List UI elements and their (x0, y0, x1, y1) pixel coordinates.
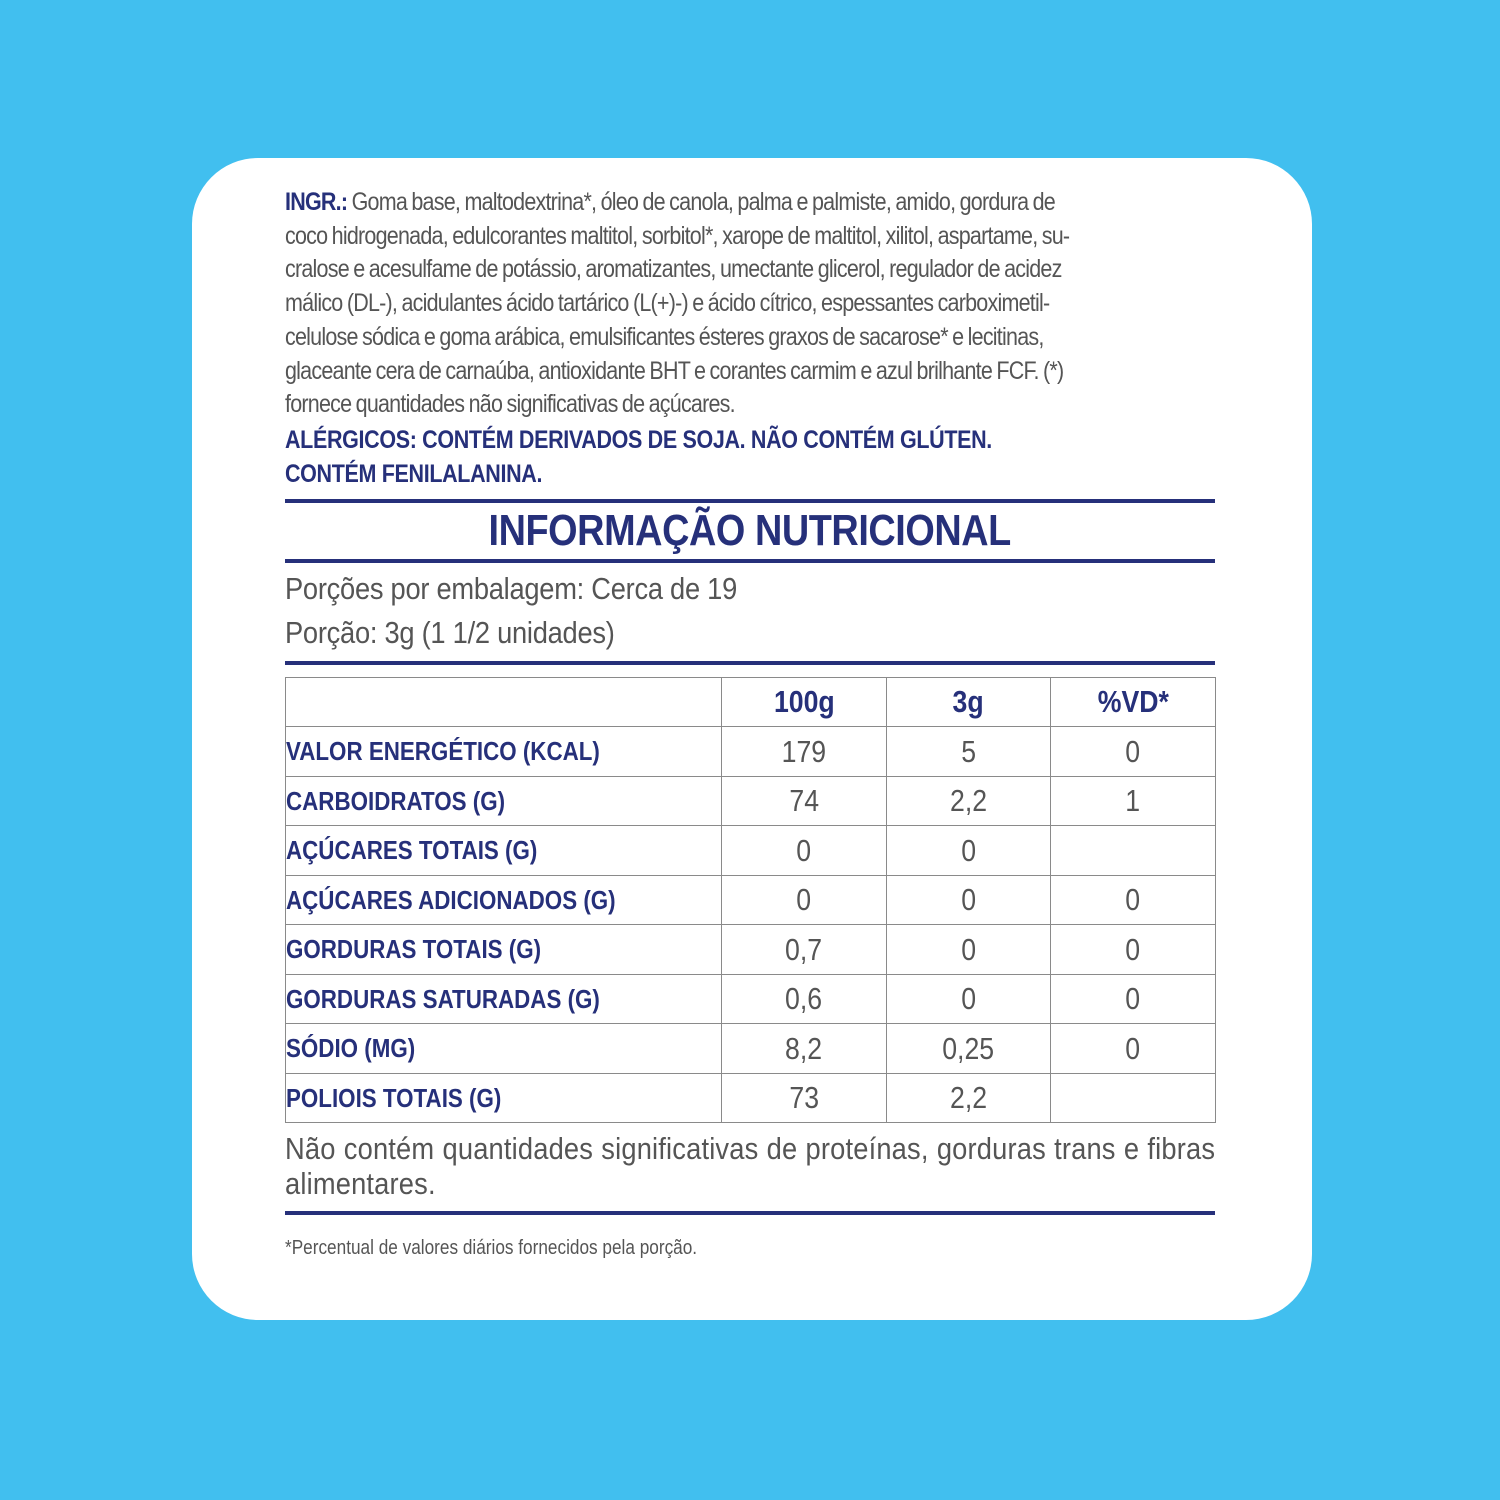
value-per-serving: 5 (887, 727, 1051, 777)
nutrient-label: AÇÚCARES TOTAIS (G) (286, 826, 722, 876)
table-row (286, 727, 1216, 777)
header-cell-100g: 100g (722, 677, 887, 727)
ingredients-line: glaceante cera de carnaúba, antioxidante BHT e corantes carmim e azul brilhante FCF. (*) (285, 356, 1064, 385)
value-100g: 73 (722, 1073, 887, 1123)
allergens-line-1: ALÉRGICOS: CONTÉM DERIVADOS DE SOJA. NÃO CONTÉM GLÚTEN. (285, 425, 992, 454)
nutrition-note: Não contém quantidades significativas de proteínas, gorduras trans e fibras alimentares. (285, 1131, 1216, 1202)
value-per-serving: 0 (887, 925, 1051, 975)
value-daily-percent: 0 (1051, 727, 1216, 777)
value-daily-percent: 0 (1051, 1024, 1216, 1074)
table-row (286, 826, 1216, 876)
label-content (285, 186, 1215, 1260)
nutrient-label: CARBOIDRATOS (G) (286, 776, 722, 826)
servings-per-package: Porções por embalagem: Cerca de 19 (285, 570, 738, 606)
value-daily-percent (1051, 826, 1216, 876)
nutrition-title-text: INFORMAÇÃO NUTRICIONAL (488, 505, 1012, 555)
header-cell-dv: %VD* (1051, 677, 1216, 727)
nutrient-label: GORDURAS SATURADAS (G) (286, 974, 722, 1024)
value-daily-percent: 1 (1051, 776, 1216, 826)
table-header-row (286, 677, 1216, 727)
value-daily-percent: 0 (1051, 925, 1216, 975)
table-row (286, 875, 1216, 925)
ingredients-block (285, 186, 1216, 422)
header-cell-serving: 3g (887, 677, 1051, 727)
nutrient-label: VALOR ENERGÉTICO (KCAL) (286, 727, 722, 777)
value-per-serving: 2,2 (887, 1073, 1051, 1123)
value-daily-percent: 0 (1051, 974, 1216, 1024)
nutrient-label: GORDURAS TOTAIS (G) (286, 925, 722, 975)
value-100g: 0 (722, 875, 887, 925)
value-100g: 0,6 (722, 974, 887, 1024)
table-row (286, 974, 1216, 1024)
value-per-serving: 0 (887, 875, 1051, 925)
ingredients-lead: INGR.: (285, 188, 348, 216)
nutrient-label: POLIOIS TOTAIS (G) (286, 1073, 722, 1123)
nutrition-title (285, 503, 1215, 559)
divider-rule (285, 559, 1215, 563)
value-100g: 0,7 (722, 925, 887, 975)
table-row (286, 1024, 1216, 1074)
value-100g: 8,2 (722, 1024, 887, 1074)
ingredients-line: fornece quantidades não significativas de açúcares. (285, 390, 735, 419)
table-row (286, 776, 1216, 826)
ingredients-line: málico (DL-), acidulantes ácido tartárico (L(+)-) e ácido cítrico, espessantes carboximetil- (285, 289, 1050, 318)
ingredients-line: cralose e acesulfame de potássio, aromatizantes, umectante glicerol, regulador de acidez (285, 255, 1062, 284)
table-row (286, 925, 1216, 975)
header-cell-nutrient (286, 677, 722, 727)
nutrition-table (285, 677, 1216, 1124)
nutrient-label: AÇÚCARES ADICIONADOS (G) (286, 875, 722, 925)
value-per-serving: 0 (887, 974, 1051, 1024)
ingredients-line: coco hidrogenada, edulcorantes maltitol, sorbitol*, xarope de maltitol, xilitol, aspartame, su- (285, 221, 1070, 250)
value-100g: 0 (722, 826, 887, 876)
value-daily-percent (1051, 1073, 1216, 1123)
allergens-warning (285, 423, 1216, 491)
table-row (286, 1073, 1216, 1123)
divider-rule (285, 661, 1215, 665)
nutrient-label: SÓDIO (MG) (286, 1024, 722, 1074)
value-per-serving: 0,25 (887, 1024, 1051, 1074)
serving-size: Porção: 3g (1 1/2 unidades) (285, 614, 615, 650)
value-daily-percent: 0 (1051, 875, 1216, 925)
divider-rule (285, 1211, 1215, 1215)
value-100g: 74 (722, 776, 887, 826)
ingredients-line: celulose sódica e goma arábica, emulsificantes ésteres graxos de sacarose* e lecitinas, (285, 322, 1044, 351)
allergens-line-2: CONTÉM FENILALANINA. (285, 459, 543, 488)
value-per-serving: 2,2 (887, 776, 1051, 826)
value-per-serving: 0 (887, 826, 1051, 876)
value-100g: 179 (722, 727, 887, 777)
ingredients-line: Goma base, maltodextrina*, óleo de canola, palma e palmiste, amido, gordura de (351, 188, 1055, 216)
dv-footnote: *Percentual de valores diários fornecidos pela porção. (285, 1237, 698, 1260)
